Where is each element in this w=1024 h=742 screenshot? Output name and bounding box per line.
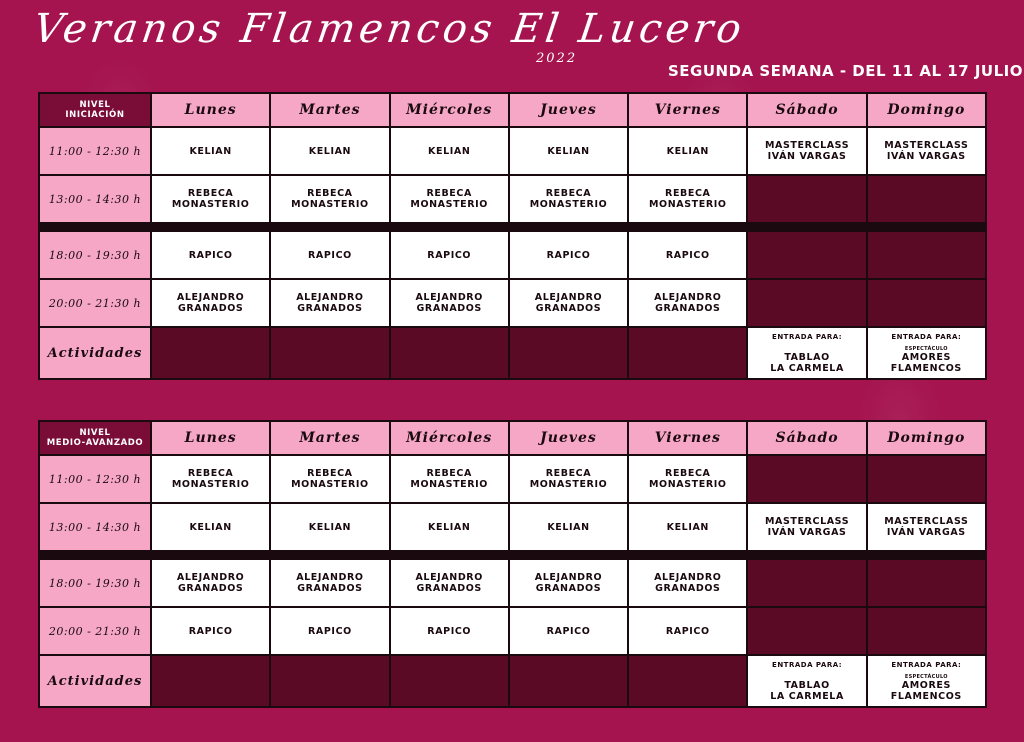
instructor-line: REBECA xyxy=(307,188,353,199)
event-sunday xyxy=(868,328,985,378)
instructor-line: GRANADOS xyxy=(297,303,363,314)
entry-label: ENTRADA PARA: xyxy=(772,333,843,341)
instructor-name xyxy=(428,522,470,533)
instructor-name xyxy=(530,468,608,490)
instructor-line: MONASTERIO xyxy=(291,479,369,490)
empty-slot xyxy=(510,656,627,706)
class-slot xyxy=(391,504,508,550)
day-header: Martes xyxy=(271,422,388,454)
instructor-line: MASTERCLASS xyxy=(884,140,969,151)
class-slot xyxy=(271,128,388,174)
empty-slot xyxy=(748,280,865,326)
year-label: 2022 xyxy=(536,51,578,66)
instructor-name xyxy=(666,626,710,637)
instructor-name xyxy=(884,140,968,162)
class-slot xyxy=(510,280,627,326)
instructor-line: RAPICO xyxy=(308,625,352,637)
break-separator xyxy=(40,552,985,558)
empty-slot xyxy=(868,280,985,326)
instructor-line: GRANADOS xyxy=(297,583,363,594)
empty-slot xyxy=(271,656,388,706)
day-header: Viernes xyxy=(629,422,746,454)
instructor-line: MASTERCLASS xyxy=(764,516,850,527)
instructor-line: ALEJANDRO xyxy=(176,572,245,583)
instructor-line: ALEJANDRO xyxy=(176,292,245,303)
empty-slot xyxy=(391,656,508,706)
level-line-1: NIVEL xyxy=(79,100,111,110)
entry-label: ENTRADA PARA: xyxy=(772,661,843,669)
instructor-line: KELIAN xyxy=(308,521,352,533)
instructor-name xyxy=(547,626,591,637)
instructor-name xyxy=(410,188,488,210)
empty-slot xyxy=(868,560,985,606)
instructor-name xyxy=(649,188,727,210)
event-saturday xyxy=(748,656,865,706)
event-name xyxy=(870,674,983,702)
instructor-line: GRANADOS xyxy=(177,583,244,594)
empty-slot xyxy=(629,328,746,378)
instructor-name xyxy=(547,146,589,157)
instructor-line: REBECA xyxy=(187,468,234,479)
instructor-line: ALEJANDRO xyxy=(415,292,483,303)
instructor-name xyxy=(410,468,488,490)
instructor-line: ALEJANDRO xyxy=(654,292,722,303)
day-header: Domingo xyxy=(868,422,985,454)
instructor-name xyxy=(667,522,709,533)
class-slot xyxy=(748,128,865,174)
empty-slot xyxy=(629,656,746,706)
empty-slot xyxy=(510,328,627,378)
instructor-line: ALEJANDRO xyxy=(534,572,603,583)
break-separator xyxy=(40,224,985,230)
instructor-name xyxy=(428,146,470,157)
instructor-line: RAPICO xyxy=(665,249,710,261)
instructor-name xyxy=(308,626,352,637)
instructor-name xyxy=(654,572,721,594)
instructor-line: IVÁN VARGAS xyxy=(767,151,847,162)
class-slot xyxy=(152,128,269,174)
instructor-name xyxy=(649,468,727,490)
class-slot xyxy=(152,232,269,278)
class-slot xyxy=(152,456,269,502)
day-header: Sábado xyxy=(748,422,865,454)
empty-slot xyxy=(271,328,388,378)
instructor-line: RAPICO xyxy=(546,625,591,637)
instructor-line: GRANADOS xyxy=(177,303,244,314)
empty-slot xyxy=(152,328,269,378)
instructor-line: KELIAN xyxy=(547,521,590,533)
instructor-line: REBECA xyxy=(426,188,472,199)
instructor-name xyxy=(291,468,369,490)
instructor-line: GRANADOS xyxy=(416,583,482,594)
instructor-name xyxy=(308,250,352,261)
class-slot xyxy=(748,504,865,550)
week-label: SEGUNDA SEMANA - DEL 11 AL 17 JULIO xyxy=(668,62,1024,80)
class-slot xyxy=(510,456,627,502)
class-slot xyxy=(510,560,627,606)
instructor-line: MONASTERIO xyxy=(648,479,727,490)
empty-slot xyxy=(868,176,985,222)
instructor-line: KELIAN xyxy=(308,145,352,157)
day-header: Miércoles xyxy=(391,422,508,454)
time-slot: 11:00 - 12:30 h xyxy=(40,456,150,502)
event-name-line-2: LA CARMELA xyxy=(770,363,844,374)
day-header: Viernes xyxy=(629,94,746,126)
instructor-name xyxy=(189,250,233,261)
instructor-line: REBECA xyxy=(665,188,711,199)
instructor-line: RAPICO xyxy=(665,625,710,637)
class-slot xyxy=(391,176,508,222)
class-slot xyxy=(629,608,746,654)
time-slot: 13:00 - 14:30 h xyxy=(40,176,150,222)
class-slot xyxy=(152,504,269,550)
instructor-line: MONASTERIO xyxy=(529,479,608,490)
class-slot xyxy=(152,176,269,222)
class-slot xyxy=(868,128,985,174)
class-slot xyxy=(391,232,508,278)
schedule-table-iniciacion xyxy=(38,92,987,380)
class-slot xyxy=(510,504,627,550)
time-slot: 18:00 - 19:30 h xyxy=(40,232,150,278)
class-slot xyxy=(868,504,985,550)
activities-label: Actividades xyxy=(40,656,150,706)
page-title: Veranos Flamencos El Lucero xyxy=(30,6,748,52)
level-line-1: NIVEL xyxy=(79,428,111,438)
instructor-name xyxy=(189,626,233,637)
class-slot xyxy=(271,176,388,222)
instructor-line: GRANADOS xyxy=(416,303,482,314)
instructor-name xyxy=(884,516,968,538)
instructor-line: REBECA xyxy=(426,468,472,479)
day-header: Jueves xyxy=(510,422,627,454)
instructor-line: REBECA xyxy=(307,468,353,479)
event-name-line-1: TABLAO xyxy=(784,352,830,363)
instructor-name xyxy=(189,146,231,157)
instructor-line: KELIAN xyxy=(189,145,232,157)
day-header: Jueves xyxy=(510,94,627,126)
instructor-name xyxy=(177,292,244,314)
class-slot xyxy=(391,608,508,654)
class-slot xyxy=(391,280,508,326)
instructor-line: MONASTERIO xyxy=(171,479,250,490)
day-header: Lunes xyxy=(152,94,269,126)
empty-slot xyxy=(391,328,508,378)
instructor-name xyxy=(172,468,250,490)
instructor-line: IVÁN VARGAS xyxy=(767,527,847,538)
class-slot xyxy=(510,176,627,222)
empty-slot xyxy=(152,656,269,706)
instructor-line: MONASTERIO xyxy=(648,199,727,210)
instructor-line: MONASTERIO xyxy=(529,199,608,210)
instructor-line: RAPICO xyxy=(546,249,591,261)
class-slot xyxy=(510,232,627,278)
instructor-name xyxy=(309,522,351,533)
event-subtitle: ESPECTÁCULO xyxy=(904,346,948,352)
event-name-line-1: AMORES FLAMENCOS xyxy=(890,680,962,702)
class-slot xyxy=(629,280,746,326)
instructor-line: REBECA xyxy=(665,468,711,479)
empty-slot xyxy=(748,608,865,654)
event-name-line-1: AMORES FLAMENCOS xyxy=(890,352,962,374)
instructor-name xyxy=(765,140,849,162)
instructor-line: ALEJANDRO xyxy=(654,572,722,583)
instructor-line: ALEJANDRO xyxy=(296,292,364,303)
instructor-line: ALEJANDRO xyxy=(296,572,364,583)
instructor-line: KELIAN xyxy=(666,521,709,533)
class-slot xyxy=(629,456,746,502)
instructor-line: MONASTERIO xyxy=(410,199,488,210)
instructor-line: MONASTERIO xyxy=(291,199,369,210)
day-header: Lunes xyxy=(152,422,269,454)
instructor-line: KELIAN xyxy=(428,521,471,533)
instructor-name xyxy=(530,188,608,210)
instructor-name xyxy=(172,188,250,210)
event-name xyxy=(770,352,844,374)
instructor-name xyxy=(765,516,849,538)
instructor-line: MONASTERIO xyxy=(171,199,250,210)
instructor-name xyxy=(547,522,589,533)
instructor-line: GRANADOS xyxy=(535,303,602,314)
instructor-line: REBECA xyxy=(187,188,234,199)
instructor-line: GRANADOS xyxy=(655,583,721,594)
instructor-line: ALEJANDRO xyxy=(534,292,603,303)
event-subtitle: ESPECTÁCULO xyxy=(904,674,948,680)
class-slot xyxy=(271,232,388,278)
instructor-name xyxy=(291,188,369,210)
instructor-name xyxy=(189,522,231,533)
class-slot xyxy=(271,456,388,502)
instructor-line: RAPICO xyxy=(427,249,472,261)
class-slot xyxy=(271,608,388,654)
instructor-line: MASTERCLASS xyxy=(764,140,850,151)
level-header xyxy=(40,422,150,454)
class-slot xyxy=(629,128,746,174)
time-slot: 11:00 - 12:30 h xyxy=(40,128,150,174)
event-name-line-1: TABLAO xyxy=(784,680,830,691)
empty-slot xyxy=(868,456,985,502)
instructor-name xyxy=(427,626,471,637)
instructor-line: KELIAN xyxy=(189,521,232,533)
instructor-line: GRANADOS xyxy=(535,583,602,594)
instructor-line: IVÁN VARGAS xyxy=(886,151,966,162)
event-name xyxy=(870,346,983,374)
class-slot xyxy=(629,176,746,222)
instructor-name xyxy=(427,250,471,261)
instructor-line: RAPICO xyxy=(188,625,233,637)
level-line-2: INICIACIÓN xyxy=(65,110,125,120)
day-header: Martes xyxy=(271,94,388,126)
schedule-table-medio-avanzado xyxy=(38,420,987,708)
instructor-line: KELIAN xyxy=(428,145,471,157)
empty-slot xyxy=(748,456,865,502)
instructor-name xyxy=(666,250,710,261)
event-saturday xyxy=(748,328,865,378)
event-name xyxy=(770,680,844,702)
instructor-name xyxy=(415,572,482,594)
time-slot: 20:00 - 21:30 h xyxy=(40,280,150,326)
class-slot xyxy=(391,456,508,502)
entry-label: ENTRADA PARA: xyxy=(891,333,962,341)
instructor-line: RAPICO xyxy=(427,625,472,637)
instructor-line: REBECA xyxy=(545,468,592,479)
class-slot xyxy=(510,128,627,174)
day-header: Sábado xyxy=(748,94,865,126)
instructor-name xyxy=(535,292,602,314)
level-line-2: MEDIO-AVANZADO xyxy=(46,438,144,448)
class-slot xyxy=(629,232,746,278)
class-slot xyxy=(629,504,746,550)
class-slot xyxy=(152,280,269,326)
class-slot xyxy=(271,280,388,326)
instructor-name xyxy=(177,572,244,594)
instructor-name xyxy=(296,292,363,314)
activities-label: Actividades xyxy=(40,328,150,378)
instructor-line: RAPICO xyxy=(308,249,352,261)
instructor-line: REBECA xyxy=(545,188,592,199)
class-slot xyxy=(271,504,388,550)
instructor-name xyxy=(535,572,602,594)
instructor-name xyxy=(654,292,721,314)
instructor-line: MONASTERIO xyxy=(410,479,488,490)
level-header xyxy=(40,94,150,126)
event-sunday xyxy=(868,656,985,706)
class-slot xyxy=(391,128,508,174)
instructor-line: KELIAN xyxy=(547,145,590,157)
time-slot: 13:00 - 14:30 h xyxy=(40,504,150,550)
empty-slot xyxy=(868,608,985,654)
class-slot xyxy=(629,560,746,606)
class-slot xyxy=(271,560,388,606)
instructor-name xyxy=(667,146,709,157)
time-slot: 20:00 - 21:30 h xyxy=(40,608,150,654)
empty-slot xyxy=(748,560,865,606)
class-slot xyxy=(510,608,627,654)
class-slot xyxy=(152,560,269,606)
instructor-line: IVÁN VARGAS xyxy=(886,527,966,538)
day-header: Domingo xyxy=(868,94,985,126)
empty-slot xyxy=(868,232,985,278)
instructor-line: ALEJANDRO xyxy=(415,572,483,583)
instructor-line: MASTERCLASS xyxy=(884,516,969,527)
instructor-line: RAPICO xyxy=(188,249,233,261)
event-name-line-2: LA CARMELA xyxy=(770,691,844,702)
instructor-name xyxy=(296,572,363,594)
instructor-line: KELIAN xyxy=(666,145,709,157)
instructor-line: GRANADOS xyxy=(655,303,721,314)
empty-slot xyxy=(748,232,865,278)
time-slot: 18:00 - 19:30 h xyxy=(40,560,150,606)
empty-slot xyxy=(748,176,865,222)
class-slot xyxy=(391,560,508,606)
instructor-name xyxy=(309,146,351,157)
day-header: Miércoles xyxy=(391,94,508,126)
class-slot xyxy=(152,608,269,654)
instructor-name xyxy=(415,292,482,314)
entry-label: ENTRADA PARA: xyxy=(891,661,962,669)
instructor-name xyxy=(547,250,591,261)
